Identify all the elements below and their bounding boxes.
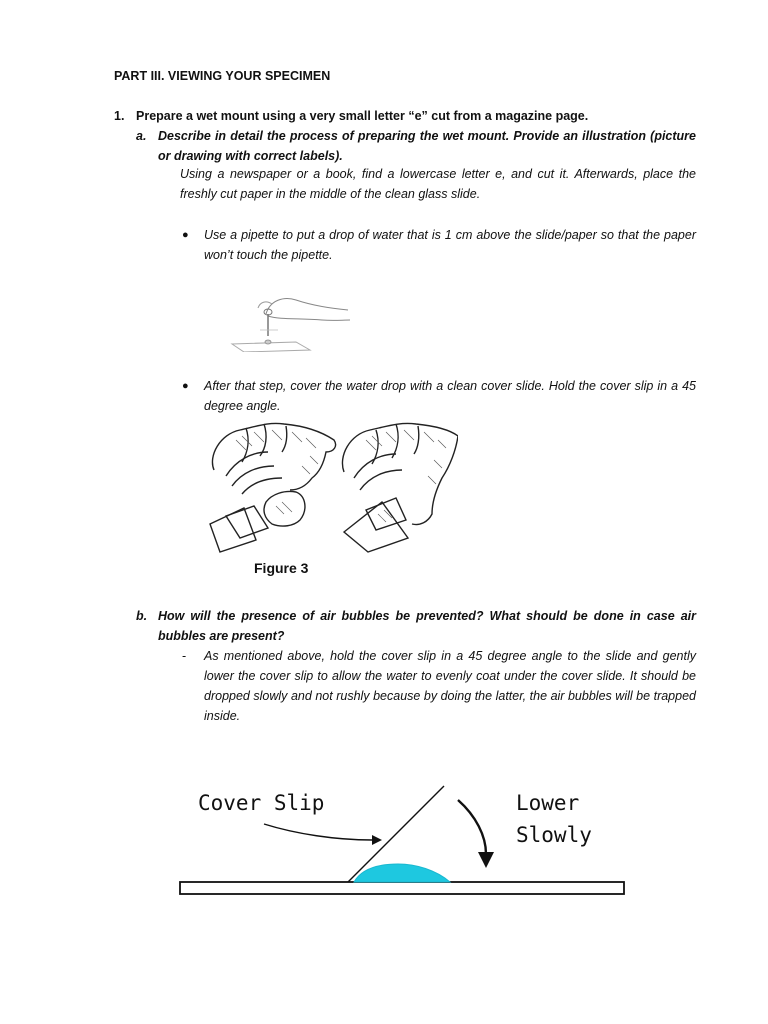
question-a-text: Describe in detail the process of preparing the wet mount. Provide an illustration (picture or drawing with correct labels). [158,129,696,163]
bullet-1-text: Use a pipette to put a drop of water that is 1 cm above the slide/paper so that the paper won’t touch the pipette. [204,228,696,262]
label-cover-slip: Cover Slip [198,791,325,815]
bullet-2-text: After that step, cover the water drop with a clean cover slide. Hold the cover slip in a 45 degree angle. [204,379,696,413]
pipette-illustration [226,290,352,352]
bullet-1-symbol: ● [182,229,189,241]
curved-arrow-icon [478,852,494,868]
label-lower: Lower [516,791,580,815]
answer-a-paragraph: Using a newspaper or a book, find a lowercase letter e, and cut it. Afterwards, place the freshly cut paper in the middle of the clean glass slide. [180,167,696,201]
question-1-text: Prepare a wet mount using a very small letter “e” cut from a magazine page. [136,109,589,123]
glass-slide [180,882,624,894]
cover-slip-hands-illustration [206,416,458,554]
answer-b-dash: - [182,649,187,663]
figure-caption: Figure 3 [254,560,309,576]
question-a-letter: a. [136,129,147,143]
question-b-letter: b. [136,609,148,623]
question-1-number: 1. [114,109,125,123]
label-slowly: Slowly [516,823,592,847]
bullet-2-symbol: ● [182,380,189,392]
arrow-head-icon [372,835,382,845]
answer-b-paragraph: As mentioned above, hold the cover slip in a 45 degree angle to the slide and gently lower the cover slip to allow the water to evenly coat under the cover slide. It should be dropped slowly and not rushly because by doing the latter, the air bubbles will be trapped inside. [204,649,696,723]
cover-slip-diagram [176,780,628,898]
question-b-text: How will the presence of air bubbles be prevented? What should be done in case air bubbles are present? [158,609,696,643]
section-heading: PART III. VIEWING YOUR SPECIMEN [114,69,331,83]
